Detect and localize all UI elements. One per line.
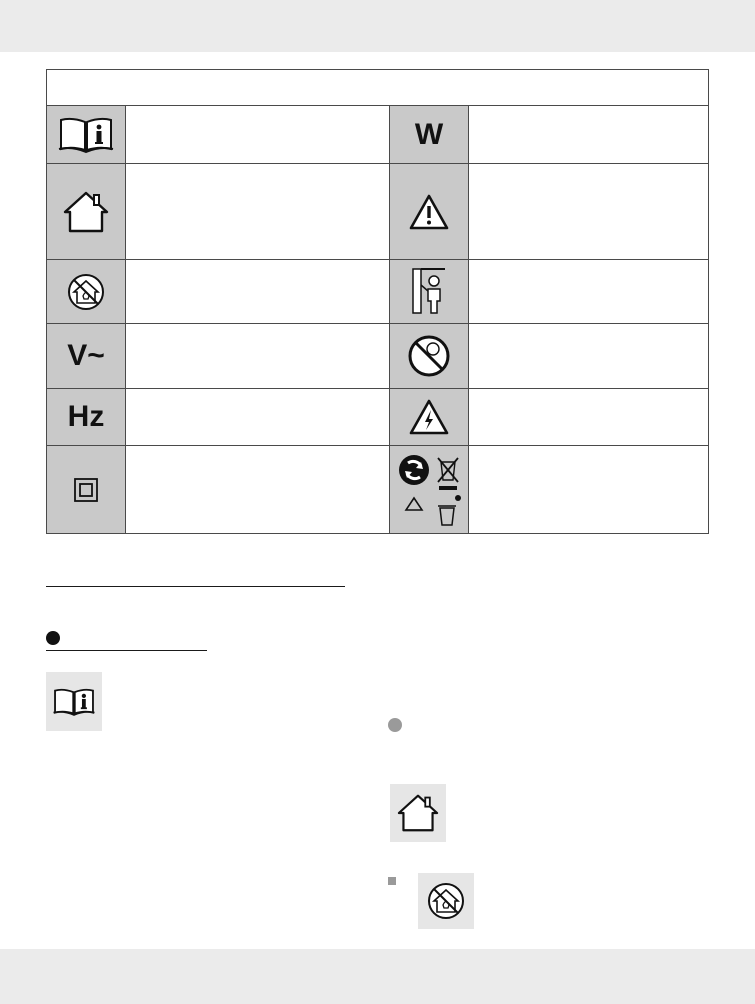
list-bullet-gray-square <box>388 877 396 885</box>
legend-text <box>126 446 389 533</box>
list-bullet-gray-dot <box>388 718 402 732</box>
legend-header <box>47 70 708 106</box>
legend-row <box>47 389 708 446</box>
legend-text <box>468 164 708 259</box>
watt-symbol <box>389 106 469 163</box>
indoor-house-icon <box>390 784 446 842</box>
read-manual-icon <box>46 672 102 731</box>
recycling-disposal-icons <box>389 446 469 533</box>
watt-glyph: W <box>414 117 444 151</box>
section-heading-rule <box>46 586 345 587</box>
footer-band <box>0 949 755 1004</box>
hertz-symbol <box>47 389 126 445</box>
legend-text <box>468 106 708 163</box>
legend-text <box>468 260 708 323</box>
legend-text <box>468 446 708 533</box>
legend-row <box>47 446 708 533</box>
legend-row <box>47 164 708 260</box>
volt-ac-symbol <box>47 324 126 388</box>
warning-triangle-icon <box>389 164 469 259</box>
read-manual-icon <box>47 106 126 163</box>
legend-row <box>47 324 708 389</box>
no-indoor-house-icon <box>47 260 126 323</box>
hertz-glyph: Hz <box>67 400 105 433</box>
protection-class-ii-icon <box>47 446 126 533</box>
legend-text <box>468 324 708 388</box>
legend-row <box>47 106 708 164</box>
child-curtain-cord-icon <box>389 260 469 323</box>
not-for-children-0-3-icon <box>389 324 469 388</box>
symbol-legend-table <box>46 69 709 534</box>
electric-shock-warning-icon <box>389 389 469 445</box>
legend-text <box>126 260 389 323</box>
section-bullet-dot <box>46 631 60 645</box>
legend-text <box>126 389 389 445</box>
legend-text <box>126 164 389 259</box>
legend-row <box>47 260 708 324</box>
legend-text <box>468 389 708 445</box>
legend-text <box>126 106 389 163</box>
volt-ac-glyph: V~ <box>67 339 105 372</box>
indoor-house-icon <box>47 164 126 259</box>
subsection-heading-rule <box>46 650 207 651</box>
legend-text <box>126 324 389 388</box>
no-indoor-house-icon <box>418 873 474 929</box>
header-band <box>0 0 755 52</box>
